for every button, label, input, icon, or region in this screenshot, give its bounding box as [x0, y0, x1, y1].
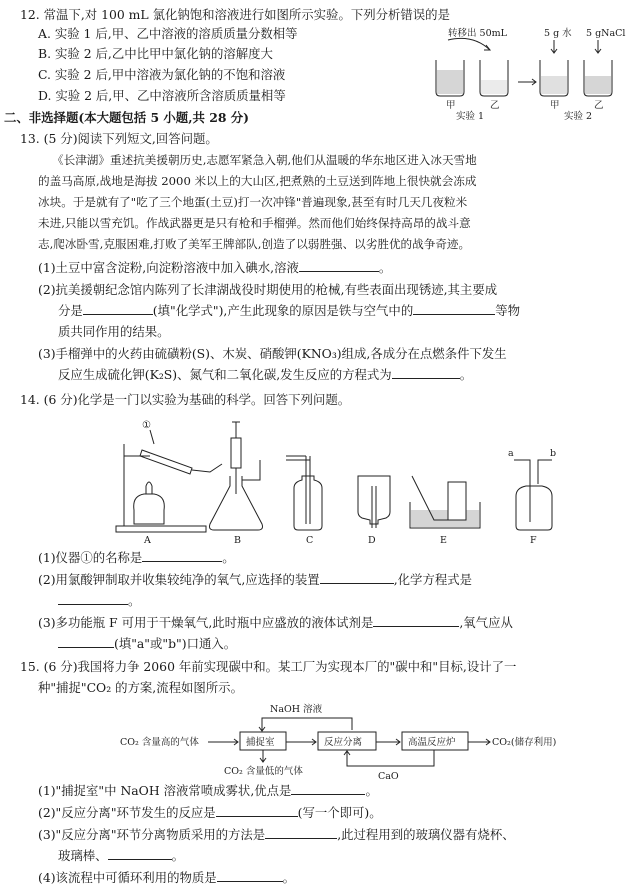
q15-sub1-answer-blank[interactable] — [291, 782, 365, 795]
q13-stem: 13. (5 分)阅读下列短文,回答问题。 — [20, 131, 218, 146]
collecting-bottle — [448, 482, 466, 520]
q14-sub3-text: (3)多功能瓶 F 可用于干燥氧气,此时瓶中应盛放的液体试剂是 — [38, 615, 374, 630]
label-f: F — [530, 535, 537, 546]
q15-sub2-post: (写一个即可)。 — [297, 805, 382, 820]
q13-sub3-equation-blank[interactable] — [392, 366, 460, 379]
gas-bottle-d — [358, 476, 390, 524]
q15-sub4-answer-blank[interactable] — [217, 869, 283, 882]
q14-sub2-line2 — [58, 592, 140, 609]
q15-sub3-text: (3)"反应分离"环节分离物质采用的方法是 — [38, 827, 266, 842]
q15-sub2 — [38, 804, 382, 821]
q15-sub3-method-blank[interactable] — [265, 826, 337, 839]
q14-sub3-post: ,氧气应从 — [459, 615, 513, 630]
q15-sub2-answer-blank[interactable] — [216, 804, 298, 817]
label-e: E — [440, 535, 447, 546]
q12-option-d: D. 实验 2 后,甲、乙中溶液所含溶质质量相等 — [38, 88, 286, 103]
flow-cao-loop — [347, 750, 434, 766]
port-a-label: a — [508, 448, 514, 459]
q13-sub1-period: 。 — [378, 260, 392, 275]
q12-experiment-figure — [428, 22, 628, 120]
flow-capture: 捕捉室 — [246, 737, 275, 748]
exp1-label: 实验 1 — [456, 111, 485, 120]
water-label: 5 g 水 — [544, 28, 572, 39]
tube-d — [372, 486, 376, 528]
delivery-tube — [192, 464, 222, 472]
q13-sub2-mid: (填"化学式"),产生此现象的原因是铁与空气中的 — [152, 303, 414, 318]
q13-sub3-text: 反应生成硫化钾(K₂S)、氮气和二氧化碳,发生反应的方程式为 — [58, 367, 392, 382]
flow-separate: 反应分离 — [324, 737, 363, 748]
bottle-f — [516, 486, 552, 530]
solution-jia-2 — [541, 76, 567, 94]
q14-sub2-post: ,化学方程式是 — [393, 572, 472, 587]
test-tube — [140, 450, 192, 474]
apparatus-f — [508, 448, 556, 546]
q15-sub1-text: (1)"捕捉室"中 NaOH 溶液常喷成雾状,优点是 — [38, 783, 292, 798]
q13-sub3-line2 — [58, 366, 472, 383]
q13-sub1-answer-blank[interactable] — [299, 259, 379, 272]
marker-1: ① — [142, 420, 151, 431]
apparatus-d — [358, 476, 390, 546]
q15-sub1 — [38, 782, 378, 799]
q13-sub2-line3: 质共同作用的结果。 — [58, 324, 170, 339]
q14-apparatus-figure — [110, 416, 570, 546]
q13-passage-line-2: 的盖马高原,战地是海拔 2000 米以上的大山区,把煮熟的土豆送到阵地上很快就会冻成 — [38, 174, 477, 188]
q14-sub1-answer-blank[interactable] — [142, 549, 222, 562]
solution-jia-1 — [437, 70, 463, 94]
q13-passage-line-4: 未进,只能以雪充饥。作战武器更是只有枪和手榴弹。然而他们始终保持高昂的战斗意 — [38, 216, 471, 230]
q14-sub2-device-blank[interactable] — [320, 571, 394, 584]
port-b-label: b — [550, 448, 557, 459]
solution-yi-2 — [585, 76, 611, 94]
q14-stem: 14. (6 分)化学是一门以实验为基础的科学。回答下列问题。 — [20, 392, 351, 407]
q13-sub3-line1: (3)手榴弹中的火药由硫磺粉(S)、木炭、硝酸钾(KNO₃)组成,各成分在点燃条件下发生 — [38, 346, 507, 361]
q13-sub2-substance-blank[interactable] — [413, 302, 495, 315]
q12-option-a: A. 实验 1 后,甲、乙中溶液的溶质质量分数相等 — [38, 26, 298, 41]
label-b: B — [234, 535, 241, 546]
label-d: D — [368, 535, 376, 546]
q14-sub2-text: (2)用氯酸钾制取并收集较纯净的氧气,应选择的装置 — [38, 572, 320, 587]
q15-sub3-post: ,此过程用到的玻璃仪器有烧杯、 — [337, 827, 515, 842]
q13-sub2-formula-blank[interactable] — [83, 302, 153, 315]
q12-option-b: B. 实验 2 后,乙中比甲中氯化钠的溶解度大 — [38, 46, 273, 61]
syringe-barrel — [231, 438, 241, 468]
label-c: C — [306, 535, 314, 546]
q15-sub3-line2 — [58, 847, 184, 864]
transfer-label: 转移出 50mL — [448, 28, 507, 39]
q12-option-c: C. 实验 2 后,甲中溶液为氯化钠的不饱和溶液 — [38, 67, 286, 82]
q15-sub4-period: 。 — [282, 870, 296, 885]
q15-sub3-glassware-blank[interactable] — [108, 847, 172, 860]
flow-low: CO₂ 含量低的气体 — [224, 766, 303, 777]
q15-stem-line2: 种"捕捉"CO₂ 的方案,流程如图所示。 — [38, 680, 243, 695]
q15-sub4-text: (4)该流程中可循环利用的物质是 — [38, 870, 217, 885]
marker-pointer — [150, 430, 154, 444]
q14-sub2-period: 。 — [128, 593, 141, 608]
solution-yi-1 — [481, 80, 507, 94]
label-yi-1: 乙 — [490, 100, 500, 111]
q14-sub2-equation-blank[interactable] — [58, 592, 128, 605]
q14-sub3-line1 — [38, 614, 513, 631]
q14-sub1 — [38, 549, 235, 566]
q15-sub4 — [38, 869, 295, 886]
q15-sub1-period: 。 — [365, 783, 378, 798]
flow-furnace: 高温反应炉 — [408, 737, 456, 748]
label-jia-2: 甲 — [550, 100, 560, 111]
alcohol-lamp — [134, 494, 165, 524]
q13-sub1 — [38, 259, 391, 276]
q13-sub2-line1: (2)抗美援朝纪念馆内陈列了长津湖战役时期使用的枪械,有些表面出现锈迹,其主要成 — [38, 282, 498, 297]
label-jia-1: 甲 — [446, 100, 456, 111]
q14-sub2-line1 — [38, 571, 472, 588]
flow-output: CO₂(储存利用) — [492, 737, 557, 748]
q14-sub3-text2: (填"a"或"b")口通入。 — [114, 636, 237, 651]
q15-sub3-text2: 玻璃棒、 — [58, 848, 108, 863]
exp2-label: 实验 2 — [564, 111, 593, 120]
q14-sub3-line2 — [58, 635, 236, 652]
label-yi-2: 乙 — [594, 100, 604, 111]
q13-sub1-text: (1)土豆中富含淀粉,向淀粉溶液中加入碘水,溶液 — [38, 260, 299, 275]
q15-sub3-period: 。 — [171, 848, 184, 863]
q15-flow-diagram — [120, 700, 600, 782]
q14-sub3-reagent-blank[interactable] — [373, 614, 459, 627]
transfer-arrow — [448, 38, 490, 50]
label-a: A — [144, 535, 151, 546]
nacl-label: 5 gNaCl — [586, 28, 626, 39]
q15-stem-line1: 15. (6 分)我国将力争 2060 年前实现碳中和。某工厂为实现本厂的"碳中和"目标,设计了一 — [20, 659, 517, 674]
q15-sub2-text: (2)"反应分离"环节发生的反应是 — [38, 805, 216, 820]
q14-sub1-period: 。 — [222, 550, 235, 565]
q13-sub2-line2 — [58, 302, 520, 319]
q13-sub3-period: 。 — [459, 367, 473, 382]
apparatus-c — [286, 456, 322, 546]
apparatus-b — [210, 422, 263, 546]
flow-cao: CaO — [378, 771, 399, 782]
flow-input: CO₂ 含量高的气体 — [120, 737, 199, 748]
trough-water — [411, 510, 479, 527]
q12-stem: 12. 常温下,对 100 mL 氯化钠饱和溶液进行如图所示实验。下列分析错误的是 — [20, 7, 450, 22]
q13-passage-line-3: 冰块。于是就有了"吃了三个地蛋(土豆)打一次冲锋"普遍现象,甚至有时几天几夜粒米 — [38, 195, 468, 209]
q13-sub2-post: 等物 — [495, 303, 520, 318]
lamp-flame — [146, 482, 152, 494]
q14-sub1-text: (1)仪器①的名称是 — [38, 550, 143, 565]
section-2-header: 二、非选择题(本大题包括 5 小题,共 28 分) — [4, 110, 250, 125]
q15-sub3-line1 — [38, 826, 515, 843]
q13-passage-line-5: 志,爬冰卧雪,克服困难,打败了美军王牌部队,创造了以弱胜强、以劣胜优的战争奇迹。 — [38, 237, 471, 251]
syringe-plunger — [232, 422, 240, 438]
q13-passage-line-1: 《长津湖》重述抗美援朝历史,志愿军紧急入朝,他们从温暖的华东地区进入冰天雪地 — [52, 153, 477, 167]
flow-naoh-line-right — [332, 718, 352, 730]
flask-outlet — [242, 460, 260, 480]
tube-c — [306, 456, 310, 524]
flow-naoh-line-left — [262, 718, 352, 730]
stand-base — [116, 526, 206, 532]
apparatus-e — [410, 476, 480, 546]
short-tube-f — [538, 460, 552, 484]
apparatus-a — [116, 420, 222, 546]
q14-sub3-port-blank[interactable] — [58, 635, 114, 648]
gas-bottle-c — [294, 476, 322, 530]
flow-naoh: NaOH 溶液 — [270, 704, 323, 715]
q13-sub2-pre: 分是 — [58, 303, 83, 318]
